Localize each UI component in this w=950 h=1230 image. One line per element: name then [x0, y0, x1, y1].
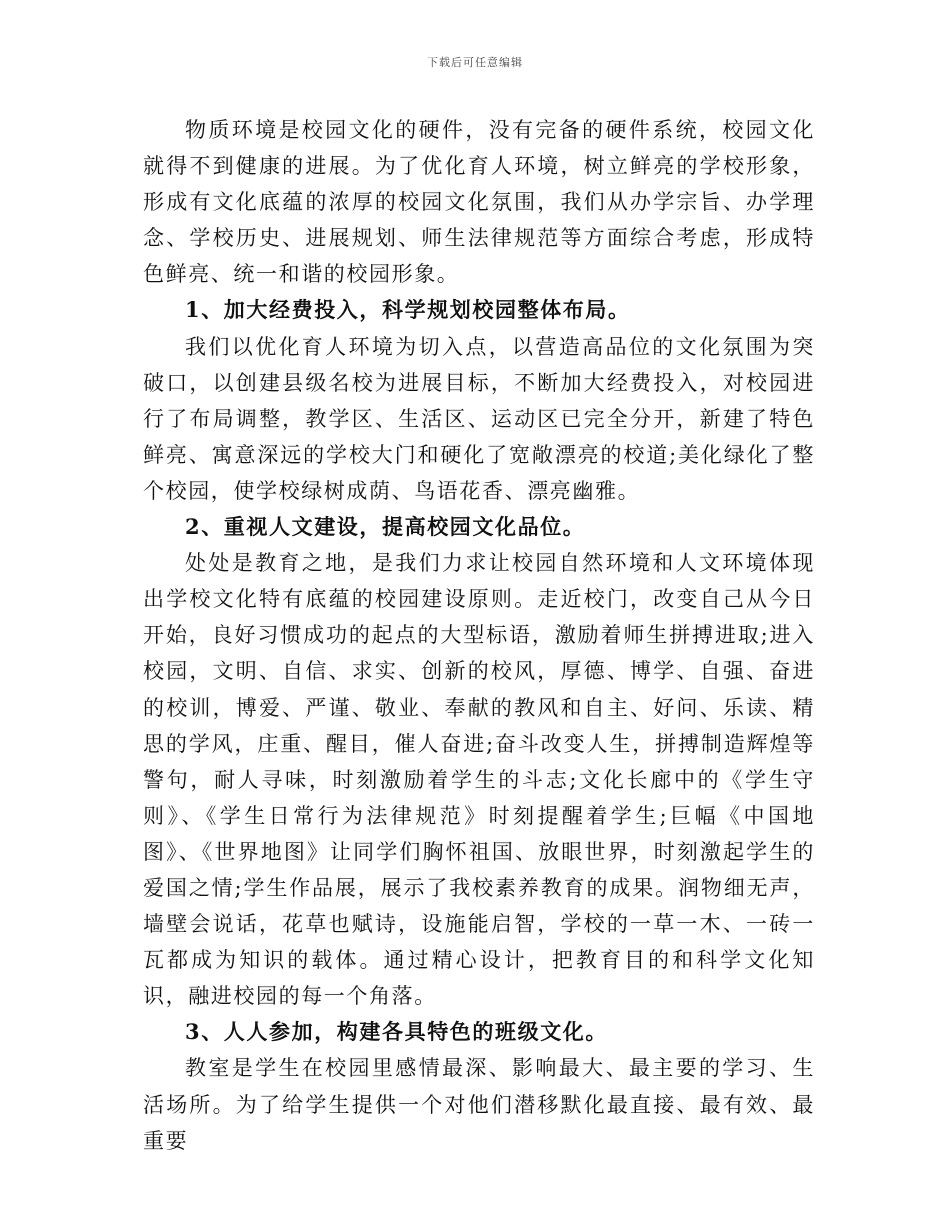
paragraph-section-1: 我们以优化育人环境为切入点，以营造高品位的文化氛围为突破口，以创建县级名校为进展目标，不断加大经费投入，对校园进行了布局调整，教学区、生活区、运动区已完全分开，新建了特色鲜亮、寓意深远的学校大门和硬化了宽敞漂亮的校道;美化绿化了整个校园，使学校绿树成荫、鸟语花香、漂亮幽雅。: [143, 334, 815, 503]
page-header: 下载后可任意编辑: [427, 56, 523, 69]
section-heading-1: 1、加大经费投入，科学规划校园整体布局。: [185, 297, 631, 323]
paragraph-section-2: 处处是教育之地，是我们力求让校园自然环境和人文环境体现出学校文化特有底蕴的校园建设原则。走近校门，改变自己从今日开始，良好习惯成功的起点的大型标语，激励着师生拼搏进取;进入校园，文明、自信、求实、创新的校风，厚德、博学、自强、奋进的校训，博爱、严谨、敬业、奉献的教风和自主、好问、乐读、精思的学风，庄重、醒目，催人奋进;奋斗改变人生，拼搏制造辉煌等警句，耐人寻味，时刻激励着学生的斗志;文化长廊中的《学生守则》、《学生日常行为法律规范》时刻提醒着学生;巨幅《中国地图》、《世界地图》让同学们胸怀祖国、放眼世界，时刻激起学生的爱国之情;学生作品展，展示了我校素养教育的成果。润物细无声，墙壁会说话，花草也赋诗，设施能启智，学校的一草一木、一砖一瓦都成为知识的载体。通过精心设计，把教育目的和科学文化知识，融进校园的每一个角落。: [143, 551, 815, 1009]
paragraph-intro: 物质环境是校园文化的硬件，没有完备的硬件系统，校园文化就得不到健康的进展。为了优化育人环境，树立鲜亮的学校形象，形成有文化底蕴的浓厚的校园文化氛围，我们从办学宗旨、办学理念、学校历史、进展规划、师生法律规范等方面综合考虑，形成特色鲜亮、统一和谐的校园形象。: [143, 118, 815, 287]
section-heading-2: 2、重视人文建设，提高校园文化品位。: [185, 514, 586, 540]
paragraph-section-3: 教室是学生在校园里感情最深、影响最大、最主要的学习、生活场所。为了给学生提供一个对他们潜移默化最直接、最有效、最重要: [143, 1056, 815, 1153]
document-body: [143, 112, 815, 1159]
section-heading-3: 3、人人参加，构建各具特色的班级文化。: [185, 1019, 609, 1045]
